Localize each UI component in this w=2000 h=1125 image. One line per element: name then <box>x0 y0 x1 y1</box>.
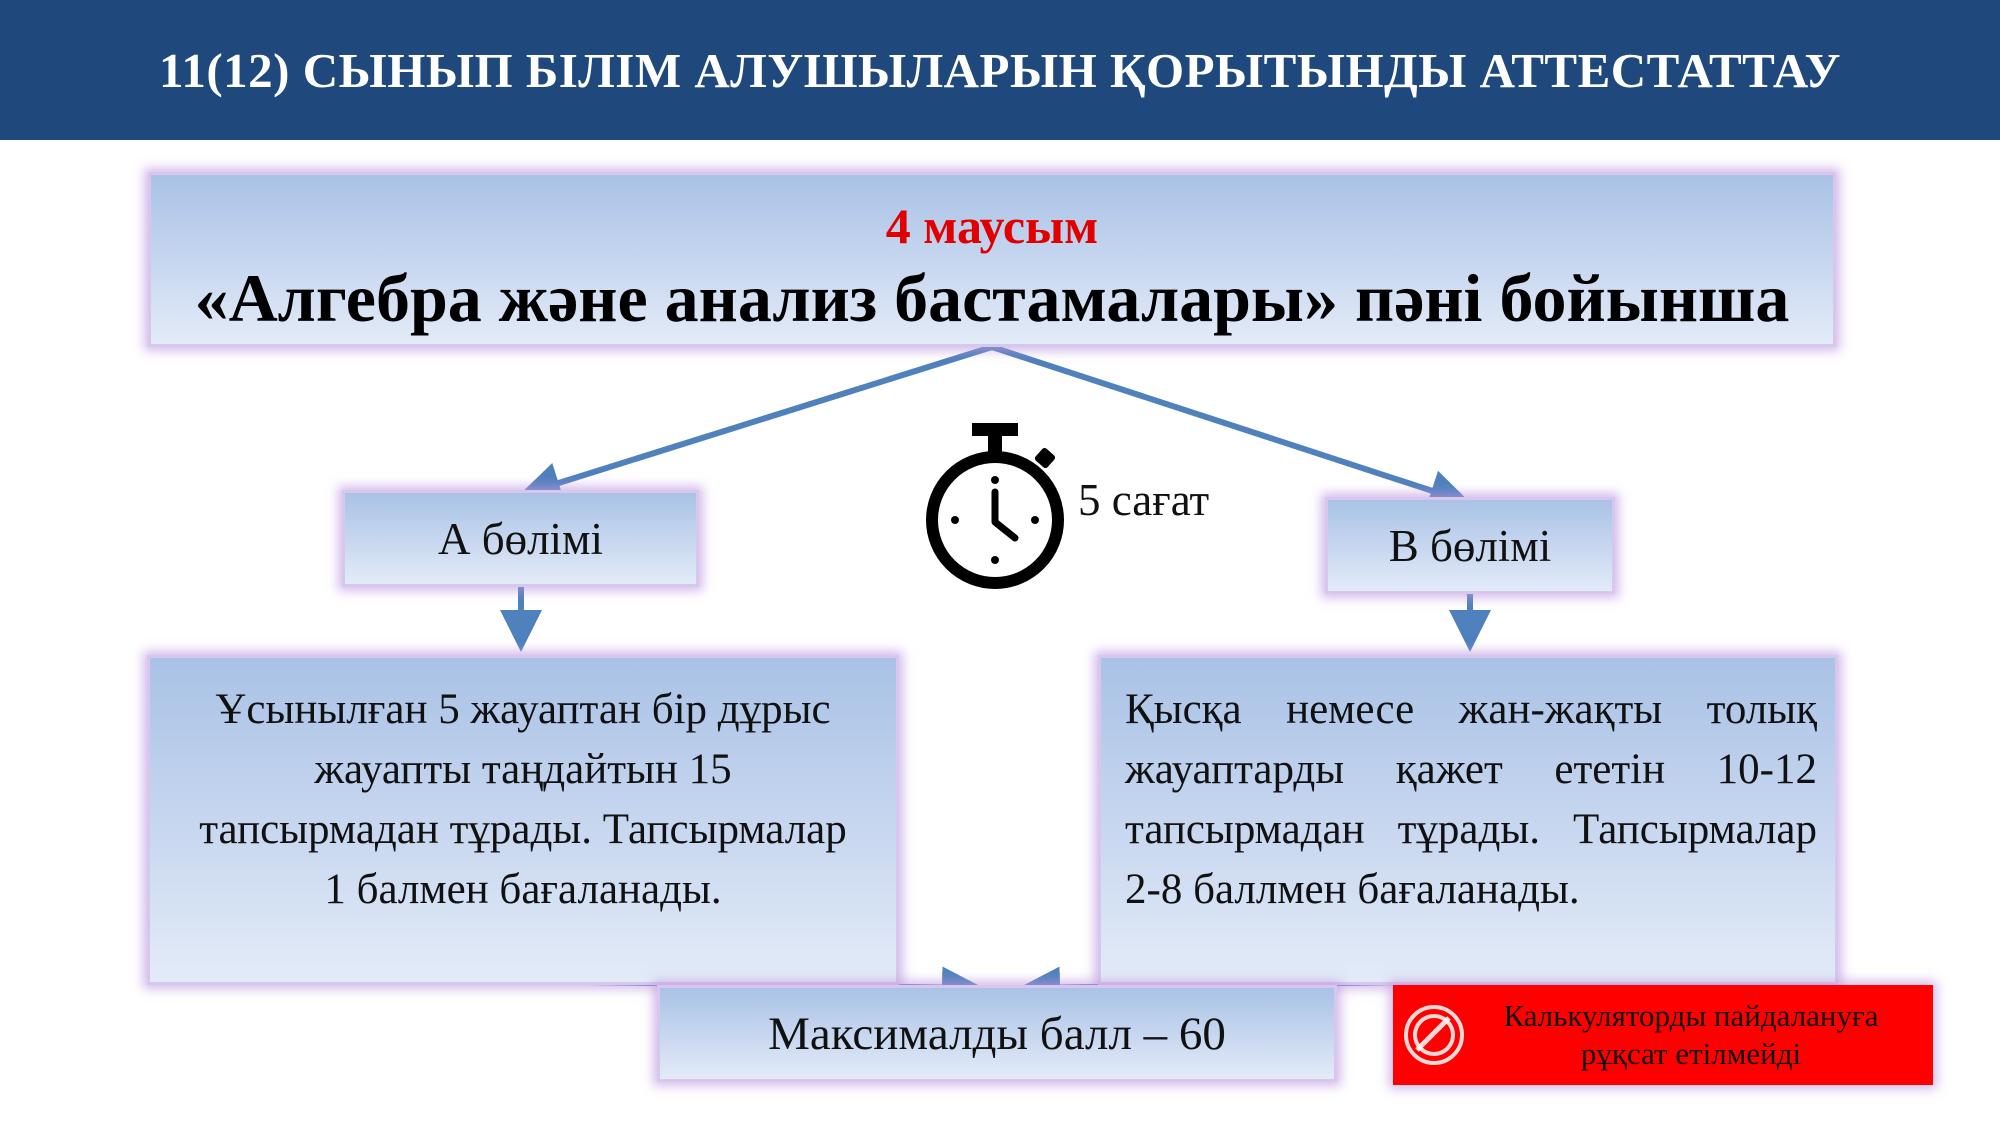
page-title: 11(12) СЫНЫП БІЛІМ АЛУШЫЛАРЫН ҚОРЫТЫНДЫ АТТЕСТАТТАУ <box>159 42 1841 98</box>
exam-subject: «Алгебра және анализ бастамалары» пәні бойынша <box>194 260 1790 336</box>
part-b-box <box>1325 497 1615 594</box>
max-score-label: Максималды балл – 60 <box>768 1007 1226 1060</box>
exam-info-box <box>148 172 1836 347</box>
calculator-notice-text: Калькуляторды пайдалануға рұқсат етілмейді <box>1503 998 1879 1071</box>
no-entry-icon <box>1399 1000 1469 1070</box>
part-a-title: А бөлімі <box>437 513 604 564</box>
part-a-box <box>342 490 699 587</box>
part-a-description: Ұсынылған 5 жауаптан бір дұрыс жауапты таңдайтын 15 тапсырмадан тұрады. Тапсырмалар 1 балмен бағаланады. <box>147 655 899 985</box>
max-score-box <box>657 985 1337 1082</box>
part-b-title: В бөлімі <box>1388 520 1552 571</box>
stopwatch-icon <box>920 420 1070 590</box>
calculator-notice <box>1393 985 1933 1085</box>
part-b-description: Қысқа немесе жан-жақты толық жауаптарды қажет ететін 10-12 тапсырмадан тұрады. Тапсырмалар 2-8 баллмен бағаланады. <box>1098 655 1838 985</box>
exam-date: 4 маусым <box>885 198 1099 254</box>
timer-duration: 5 сағат <box>1078 475 1210 525</box>
